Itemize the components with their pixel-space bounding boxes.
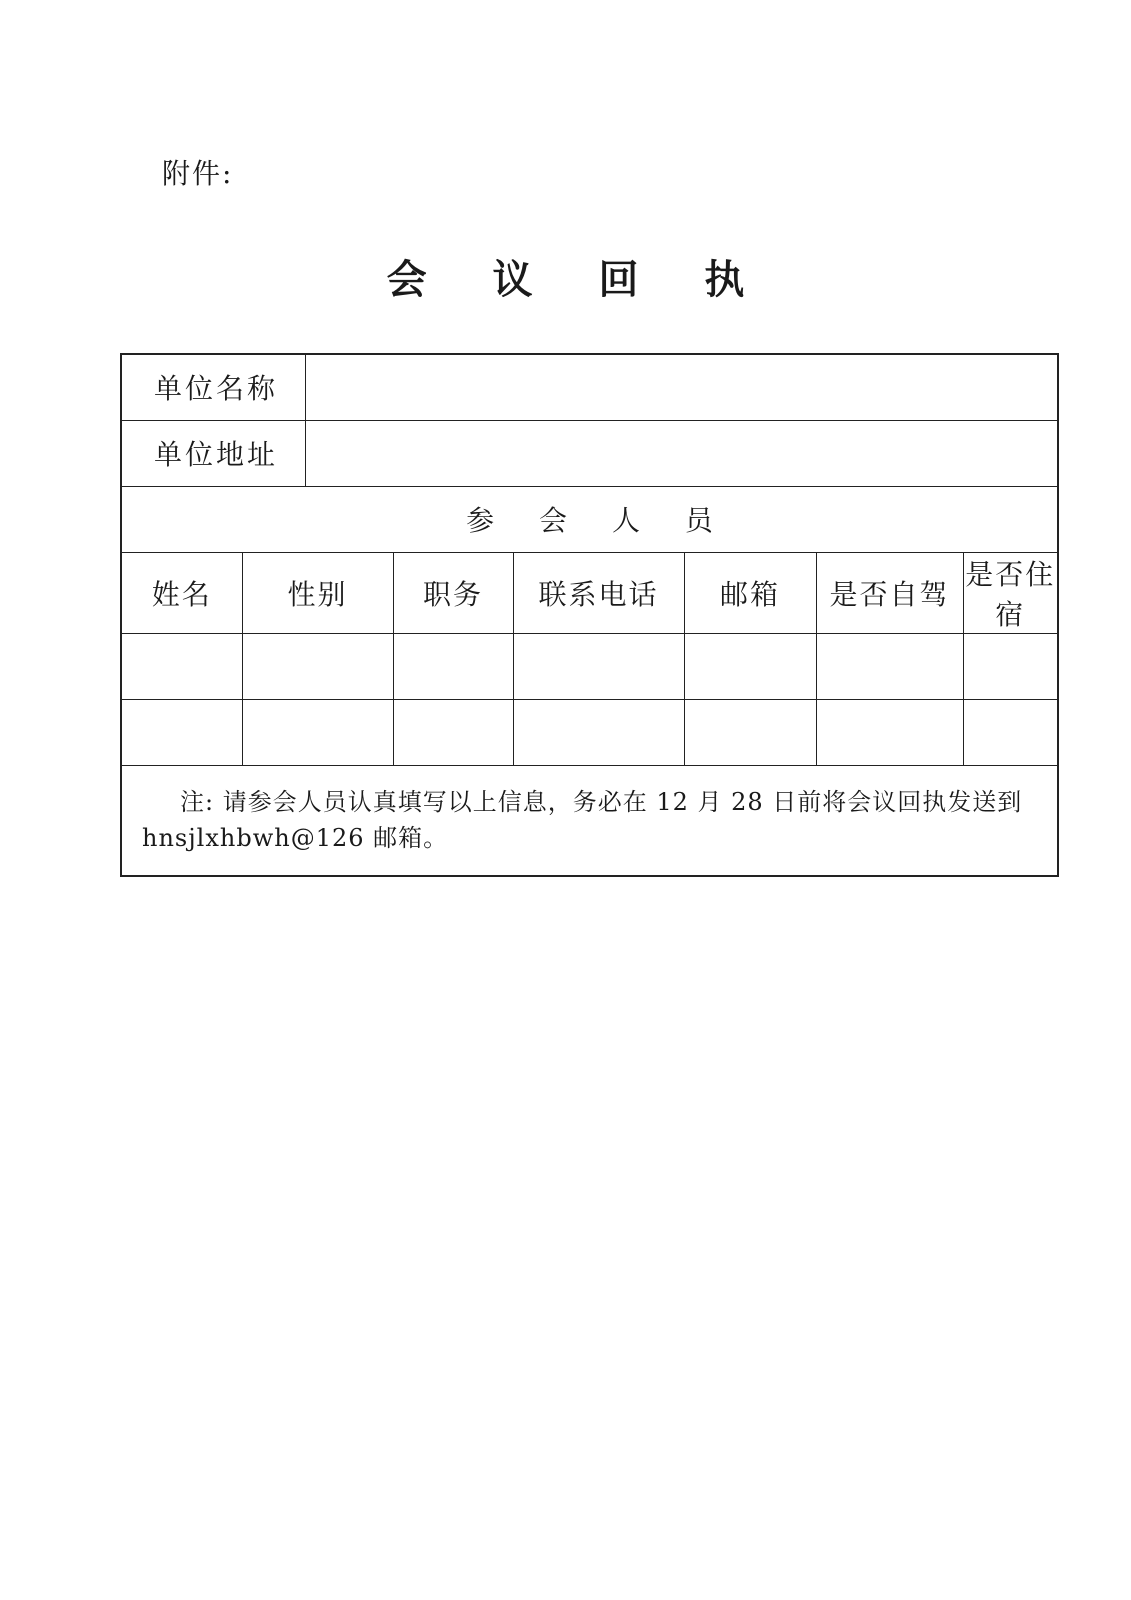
cell-phone[interactable] — [513, 633, 684, 699]
note-text: 注: 请参会人员认真填写以上信息，务必在 12 月 28 日前将会议回执发送到 hnsjlxhbwh@126 邮箱。 — [142, 788, 1023, 853]
cell-position[interactable] — [393, 633, 513, 699]
cell-name[interactable] — [121, 699, 242, 765]
page-title: 会 议 回 执 — [386, 257, 771, 303]
column-header-self-drive: 是否自驾 — [816, 552, 963, 633]
unit-name-label: 单位名称 — [121, 354, 305, 420]
column-header-accommodation: 是否住宿 — [963, 552, 1058, 633]
attendees-heading-row — [121, 486, 1058, 552]
cell-gender[interactable] — [242, 633, 393, 699]
attendees-heading: 参 会 人 员 — [121, 486, 1058, 552]
column-header-phone: 联系电话 — [513, 552, 684, 633]
cell-self-drive[interactable] — [816, 699, 963, 765]
note-row — [121, 765, 1058, 876]
cell-accommodation[interactable] — [963, 633, 1058, 699]
column-header-position: 职务 — [393, 552, 513, 633]
cell-email[interactable] — [684, 699, 816, 765]
attendees-header-row — [121, 552, 1058, 633]
cell-name[interactable] — [121, 633, 242, 699]
note-cell — [121, 765, 1058, 876]
cell-phone[interactable] — [513, 699, 684, 765]
cell-self-drive[interactable] — [816, 633, 963, 699]
cell-position[interactable] — [393, 699, 513, 765]
unit-address-row — [121, 420, 1058, 486]
attachment-label: 附件: — [162, 157, 234, 190]
column-header-name: 姓名 — [121, 552, 242, 633]
unit-address-field[interactable] — [305, 420, 1058, 486]
receipt-form-table — [120, 353, 1059, 877]
column-header-gender: 性别 — [242, 552, 393, 633]
unit-address-label: 单位地址 — [121, 420, 305, 486]
column-header-email: 邮箱 — [684, 552, 816, 633]
cell-gender[interactable] — [242, 699, 393, 765]
cell-accommodation[interactable] — [963, 699, 1058, 765]
table-row — [121, 699, 1058, 765]
table-row — [121, 633, 1058, 699]
unit-name-row — [121, 354, 1058, 420]
unit-name-field[interactable] — [305, 354, 1058, 420]
cell-email[interactable] — [684, 633, 816, 699]
